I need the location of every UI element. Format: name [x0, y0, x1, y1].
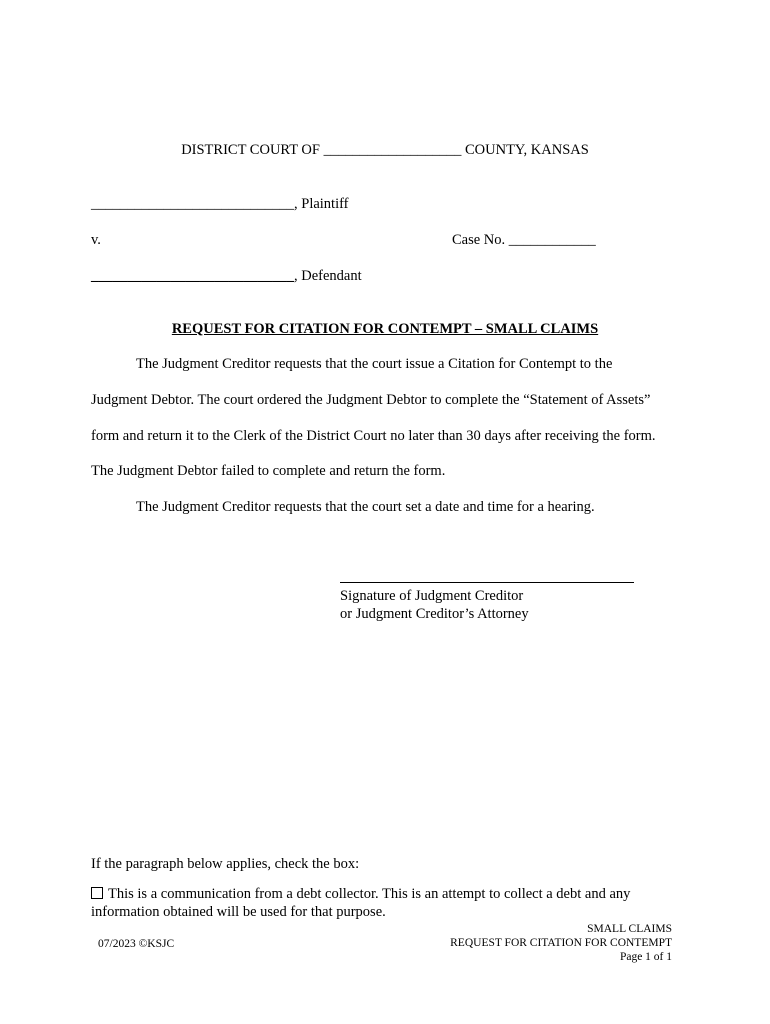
plaintiff-blank[interactable]: ____________________________	[91, 196, 294, 212]
body-line-2: Judgment Debtor. The court ordered the Judgment Debtor to complete the “Statement of Assets”	[91, 392, 651, 408]
debt-collector-notice	[91, 885, 630, 903]
plaintiff-label: , Plaintiff	[294, 196, 349, 212]
court-header	[0, 141, 770, 159]
case-number-blank[interactable]: ____________	[508, 232, 596, 248]
defendant-blank[interactable]: ____________________________	[91, 268, 294, 284]
notice-text-2: information obtained will be used for that purpose.	[91, 904, 386, 920]
body-line-1: The Judgment Creditor requests that the court issue a Citation for Contempt to the	[136, 356, 613, 372]
body-line-4: The Judgment Debtor failed to complete and return the form.	[91, 463, 446, 479]
plaintiff-line	[91, 195, 349, 213]
document-title: REQUEST FOR CITATION FOR CONTEMPT – SMALL CLAIMS	[171, 321, 599, 337]
case-number-line	[452, 231, 596, 249]
court-prefix: DISTRICT COURT OF	[181, 142, 320, 158]
footer-category: SMALL CLAIMS	[587, 923, 672, 935]
footer-form-name: REQUEST FOR CITATION FOR CONTEMPT	[450, 937, 672, 949]
body-line-5: The Judgment Creditor requests that the court set a date and time for a hearing.	[136, 499, 595, 515]
signature-line[interactable]	[340, 582, 634, 583]
signature-label-2: or Judgment Creditor’s Attorney	[340, 606, 529, 622]
signature-label-1: Signature of Judgment Creditor	[340, 588, 524, 604]
footer-page-number: Page 1 of 1	[619, 951, 672, 963]
defendant-line	[91, 267, 362, 285]
notice-text-1: This is a communication from a debt collector. This is an attempt to collect a debt and any	[108, 886, 631, 902]
versus-text: v.	[91, 232, 101, 248]
body-line-3: form and return it to the Clerk of the District Court no later than 30 days after receiving the form.	[91, 428, 656, 444]
debt-collector-checkbox[interactable]	[91, 887, 103, 899]
notice-instruction: If the paragraph below applies, check the box:	[91, 856, 360, 872]
county-blank[interactable]: ___________________	[323, 142, 462, 158]
case-number-label: Case No.	[452, 232, 506, 248]
defendant-label: , Defendant	[294, 268, 362, 284]
footer-revision: 07/2023 ©KSJC	[98, 938, 175, 950]
court-suffix: COUNTY, KANSAS	[464, 142, 589, 158]
